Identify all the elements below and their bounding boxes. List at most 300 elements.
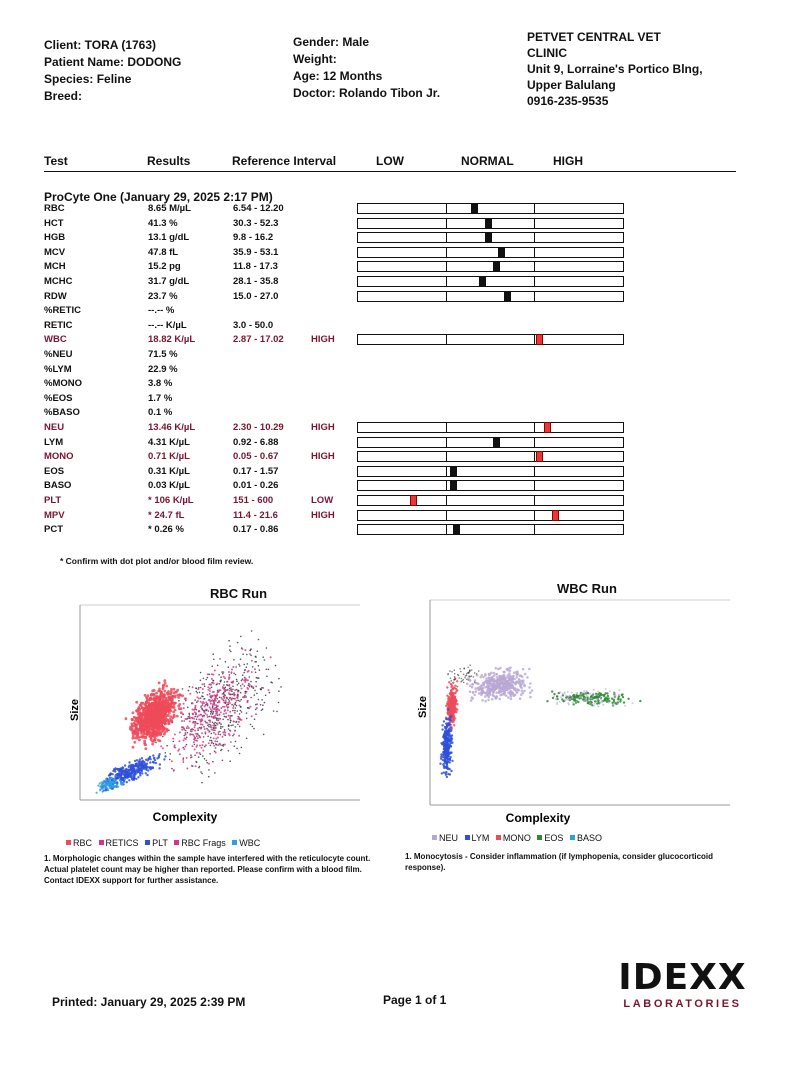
range-bar [357, 480, 624, 491]
scatter-point [163, 694, 166, 697]
scatter-point [216, 741, 218, 743]
scatter-point [222, 693, 224, 695]
result-flag: HIGH [311, 509, 335, 521]
scatter-point [565, 695, 567, 697]
scatter-point [192, 713, 194, 715]
scatter-point [199, 736, 201, 738]
scatter-point [454, 685, 456, 687]
range-marker [536, 334, 543, 345]
scatter-point [244, 696, 246, 698]
scatter-point [141, 772, 143, 774]
scatter-point [135, 724, 138, 727]
scatter-point [486, 685, 489, 688]
scatter-point [224, 732, 226, 734]
scatter-point [179, 753, 181, 755]
scatter-point [253, 728, 255, 730]
scatter-point [145, 772, 147, 774]
scatter-point [154, 724, 157, 727]
scatter-point [193, 709, 195, 711]
scatter-point [466, 679, 468, 681]
scatter-point [495, 667, 498, 670]
scatter-point [243, 672, 245, 674]
scatter-point [247, 663, 249, 665]
scatter-point [606, 692, 608, 694]
scatter-point [529, 692, 532, 695]
scatter-point [222, 732, 224, 734]
scatter-point [469, 690, 472, 693]
scatter-point [449, 719, 451, 721]
result-flag: HIGH [311, 334, 335, 346]
scatter-point [247, 688, 249, 690]
scatter-point [200, 723, 202, 725]
scatter-point [263, 734, 265, 736]
scatter-point [446, 724, 448, 726]
scatter-point [255, 681, 257, 683]
scatter-point [223, 713, 225, 715]
rbc-chart-title: RBC Run [210, 586, 268, 601]
scatter-point [566, 698, 568, 700]
scatter-point [228, 704, 230, 706]
scatter-point [211, 733, 213, 735]
test-name: WBC [44, 334, 67, 346]
scatter-point [599, 701, 601, 703]
scatter-point [495, 683, 498, 686]
scatter-point [500, 691, 503, 694]
scatter-point [144, 747, 147, 750]
scatter-point [158, 682, 161, 685]
scatter-point [227, 719, 229, 721]
scatter-point [191, 756, 193, 758]
scatter-point [107, 789, 109, 791]
scatter-point [183, 703, 185, 705]
scatter-point [148, 735, 151, 738]
scatter-point [213, 700, 215, 702]
scatter-point [220, 711, 222, 713]
scatter-point [132, 768, 134, 770]
scatter-point [198, 710, 200, 712]
scatter-point [207, 729, 209, 731]
scatter-point [236, 680, 238, 682]
test-name: MCV [44, 246, 66, 258]
scatter-point [266, 676, 268, 678]
scatter-point [523, 684, 526, 687]
scatter-point [187, 732, 189, 734]
scatter-point [445, 753, 447, 755]
scatter-point [457, 686, 459, 688]
scatter-point [140, 735, 143, 738]
scatter-point [186, 744, 188, 746]
scatter-point [485, 681, 488, 684]
scatter-point [232, 724, 234, 726]
range-marker [450, 480, 457, 491]
scatter-point [213, 737, 215, 739]
scatter-point [128, 761, 130, 763]
scatter-point [222, 726, 224, 728]
scatter-point [576, 692, 578, 694]
test-result: 0.1 % [148, 407, 173, 419]
scatter-point [469, 664, 471, 666]
test-name: %EOS [44, 392, 73, 404]
scatter-point [201, 732, 203, 734]
scatter-point [157, 701, 160, 704]
scatter-point [137, 729, 140, 732]
scatter-point [154, 730, 157, 733]
scatter-point [597, 698, 599, 700]
scatter-point [185, 738, 187, 740]
reference-interval: 35.9 - 53.1 [233, 246, 279, 258]
scatter-point [601, 700, 603, 702]
result-row [0, 377, 788, 391]
test-name: HCT [44, 217, 64, 229]
scatter-point [474, 672, 476, 674]
rbc-y-label: Size [69, 698, 81, 722]
scatter-point [197, 729, 199, 731]
scatter-point [183, 761, 185, 763]
scatter-point [506, 688, 509, 691]
result-row [0, 348, 788, 362]
scatter-point [227, 689, 229, 691]
rbc-scatter-plot [60, 600, 380, 840]
test-result: 0.71 K/µL [148, 451, 190, 463]
scatter-point [155, 692, 158, 695]
scatter-point [194, 737, 196, 739]
scatter-point [131, 719, 134, 722]
scatter-point [154, 737, 157, 740]
scatter-point [236, 700, 238, 702]
scatter-point [244, 685, 246, 687]
scatter-point [183, 757, 185, 759]
scatter-point [200, 697, 202, 699]
scatter-point [484, 673, 487, 676]
scatter-point [135, 778, 137, 780]
scatter-point [449, 745, 451, 747]
scatter-point [164, 701, 167, 704]
scatter-point [242, 678, 244, 680]
range-bar [357, 495, 624, 506]
test-result: 15.2 pg [148, 261, 181, 273]
scatter-point [475, 690, 478, 693]
scatter-point [230, 651, 232, 653]
scatter-point [206, 760, 208, 762]
scatter-point [235, 666, 237, 668]
scatter-point [234, 745, 236, 747]
scatter-point [489, 681, 492, 684]
reference-interval: 6.54 - 12.20 [233, 203, 284, 214]
scatter-point [198, 714, 200, 716]
scatter-point [473, 676, 475, 678]
scatter-point [456, 680, 458, 682]
scatter-point [218, 709, 220, 711]
scatter-point [194, 711, 196, 713]
scatter-point [452, 721, 454, 723]
scatter-point [225, 716, 227, 718]
scatter-point [216, 693, 218, 695]
scatter-point [453, 724, 455, 726]
scatter-point [197, 700, 199, 702]
scatter-point [233, 659, 235, 661]
scatter-point [123, 774, 125, 776]
scatter-point [495, 691, 498, 694]
scatter-point [144, 743, 147, 746]
scatter-point [183, 739, 185, 741]
scatter-point [145, 710, 148, 713]
scatter-point [479, 676, 482, 679]
scatter-point [258, 677, 260, 679]
scatter-point [202, 724, 204, 726]
wbc-x-label: Complexity [505, 811, 571, 825]
scatter-point [207, 686, 209, 688]
result-flag: HIGH [311, 422, 335, 433]
scatter-point [194, 707, 196, 709]
scatter-point [584, 693, 586, 695]
scatter-point [237, 697, 239, 699]
scatter-point [209, 716, 211, 718]
scatter-point [201, 744, 203, 746]
clinic-name-line2: CLINIC [527, 46, 567, 60]
scatter-point [196, 688, 198, 690]
scatter-point [469, 670, 471, 672]
scatter-point [529, 682, 532, 685]
scatter-point [471, 686, 474, 689]
scatter-point [210, 684, 212, 686]
range-bar [357, 510, 624, 521]
scatter-point [448, 705, 450, 707]
scatter-point [617, 703, 619, 705]
scatter-point [158, 708, 161, 711]
scatter-point [611, 702, 613, 704]
scatter-point [228, 684, 230, 686]
scatter-point [463, 668, 465, 670]
scatter-point [162, 687, 165, 690]
scatter-point [492, 691, 495, 694]
scatter-point [99, 782, 101, 784]
scatter-point [205, 713, 207, 715]
scatter-point [442, 742, 444, 744]
scatter-point [207, 673, 209, 675]
scatter-point [463, 674, 465, 676]
scatter-point [244, 649, 246, 651]
scatter-point [275, 665, 277, 667]
scatter-point [250, 697, 252, 699]
test-name: MCH [44, 261, 66, 273]
scatter-point [467, 667, 469, 669]
scatter-point [233, 695, 235, 697]
scatter-point [559, 691, 561, 693]
scatter-point [503, 692, 506, 695]
scatter-point [210, 716, 212, 718]
range-bar [357, 276, 624, 287]
scatter-point [516, 680, 519, 683]
scatter-point [158, 767, 160, 769]
scatter-point [264, 659, 266, 661]
scatter-point [492, 683, 495, 686]
range-bar [357, 524, 624, 535]
rbc-legend-item-4: WBC [228, 838, 260, 848]
test-result: 41.3 % [148, 217, 178, 229]
scatter-point [243, 679, 245, 681]
scatter-point [216, 683, 218, 685]
scatter-point [125, 717, 128, 720]
scatter-point [225, 712, 227, 714]
scatter-point [280, 686, 282, 688]
scatter-point [228, 699, 230, 701]
reference-interval: 9.8 - 16.2 [233, 232, 274, 244]
scatter-point [203, 698, 205, 700]
scatter-point [260, 704, 262, 706]
scatter-point [127, 775, 129, 777]
scatter-point [212, 761, 214, 763]
clinic-address-line1: Unit 9, Lorraine's Portico Blng, [527, 62, 703, 76]
scatter-point [169, 704, 172, 707]
scatter-point [163, 679, 166, 682]
scatter-point [454, 701, 456, 703]
scatter-point [196, 719, 198, 721]
scatter-point [194, 726, 196, 728]
test-result: 18.82 K/µL [148, 334, 196, 346]
range-bar [357, 247, 624, 258]
scatter-point [229, 715, 231, 717]
scatter-point [249, 676, 251, 678]
scatter-point [219, 697, 221, 699]
scatter-point [144, 694, 147, 697]
scatter-point [151, 732, 154, 735]
scatter-point [454, 669, 456, 671]
scatter-point [454, 703, 456, 705]
scatter-point [205, 744, 207, 746]
scatter-point [228, 678, 230, 680]
scatter-point [189, 717, 191, 719]
scatter-point [449, 756, 451, 758]
scatter-point [189, 714, 191, 716]
scatter-point [266, 669, 268, 671]
scatter-point [184, 746, 186, 748]
scatter-point [231, 699, 233, 701]
test-name: BASO [44, 480, 72, 492]
scatter-point [168, 722, 171, 725]
scatter-point [235, 726, 237, 728]
col-high: HIGH [553, 154, 583, 168]
scatter-point [239, 726, 241, 728]
scatter-point [265, 695, 267, 697]
scatter-point [150, 725, 153, 728]
scatter-point [251, 715, 253, 717]
scatter-point [223, 697, 225, 699]
scatter-point [208, 731, 210, 733]
reference-interval: 11.8 - 17.3 [233, 261, 278, 273]
scatter-point [531, 689, 534, 692]
scatter-point [202, 683, 204, 685]
scatter-point [149, 707, 152, 710]
scatter-point [222, 719, 224, 721]
scatter-point [206, 762, 208, 764]
scatter-point [228, 671, 230, 673]
scatter-point [632, 702, 634, 704]
scatter-point [597, 690, 599, 692]
scatter-point [217, 665, 219, 667]
scatter-point [136, 759, 138, 761]
scatter-point [448, 747, 450, 749]
scatter-point [151, 743, 154, 746]
reference-interval: 0.92 - 6.88 [233, 436, 279, 448]
scatter-point [220, 726, 222, 728]
scatter-point [446, 729, 448, 731]
scatter-point [97, 785, 99, 787]
scatter-point [488, 696, 491, 699]
scatter-point [216, 718, 218, 720]
scatter-point [447, 674, 449, 676]
scatter-point [246, 666, 248, 668]
scatter-point [197, 728, 199, 730]
scatter-point [171, 768, 173, 770]
reference-interval: 28.1 - 35.8 [233, 276, 279, 287]
scatter-point [234, 703, 236, 705]
scatter-point [204, 731, 206, 733]
scatter-point [597, 705, 599, 707]
scatter-point [239, 713, 241, 715]
scatter-point [124, 776, 126, 778]
rbc-note: 1. Morphologic changes within the sample have interfered with the reticulocyte count. Actual platelet count may be higher than reported. Please confirm with a blood film. Contact IDEXX support for further assistance. [44, 854, 371, 885]
scatter-point [620, 698, 622, 700]
scatter-point [209, 706, 211, 708]
legend-swatch-icon [432, 835, 437, 840]
scatter-point [446, 686, 448, 688]
scatter-point [522, 668, 525, 671]
scatter-point [196, 762, 198, 764]
scatter-point [455, 688, 457, 690]
scatter-point [441, 724, 443, 726]
range-bar [357, 291, 624, 302]
test-result: 22.9 % [148, 363, 178, 375]
scatter-point [521, 675, 524, 678]
scatter-point [271, 682, 273, 684]
test-name: %RETIC [44, 305, 81, 317]
scatter-point [234, 689, 236, 691]
scatter-point [208, 699, 210, 701]
scatter-point [185, 734, 187, 736]
scatter-point [445, 771, 447, 773]
scatter-point [262, 687, 264, 689]
scatter-point [155, 762, 157, 764]
scatter-point [213, 691, 215, 693]
scatter-point [522, 692, 525, 695]
scatter-point [187, 707, 189, 709]
scatter-point [249, 653, 251, 655]
result-row [0, 231, 788, 245]
scatter-point [189, 686, 191, 688]
wbc-legend-item-1: LYM [461, 833, 490, 843]
scatter-point [194, 744, 196, 746]
scatter-point [213, 659, 215, 661]
scatter-point [452, 692, 454, 694]
scatter-point [250, 724, 252, 726]
reference-interval: 0.17 - 0.86 [233, 524, 279, 536]
range-marker [453, 524, 460, 535]
scatter-point [186, 768, 188, 770]
scatter-point [200, 701, 202, 703]
scatter-point [234, 698, 236, 700]
scatter-point [232, 686, 234, 688]
scatter-point [472, 691, 475, 694]
scatter-point [140, 724, 143, 727]
scatter-point [522, 679, 525, 682]
scatter-point [270, 656, 272, 658]
scatter-point [178, 740, 180, 742]
scatter-point [191, 765, 193, 767]
scatter-point [592, 699, 594, 701]
scatter-point [228, 750, 230, 752]
scatter-point [564, 693, 566, 695]
scatter-point [217, 719, 219, 721]
